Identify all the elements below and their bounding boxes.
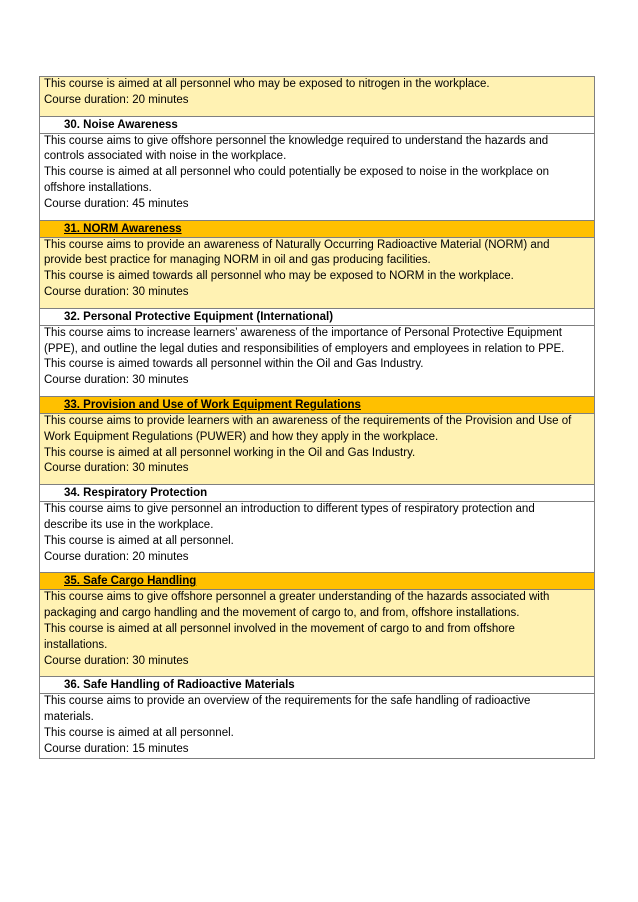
course-31-title: 31. NORM Awareness xyxy=(40,220,594,237)
course-line: This course is aimed at all personnel working in the Oil and Gas Industry. xyxy=(44,446,416,459)
course-line: This course aims to give personnel an introduction to different types of respiratory protection and xyxy=(44,503,535,516)
course-line: (PPE), and outline the legal duties and responsibilities of employers and employees in relation to PPE. xyxy=(44,342,565,355)
course-36-title: 36. Safe Handling of Radioactive Materials xyxy=(40,676,594,693)
course-table xyxy=(39,76,595,759)
spacer xyxy=(40,669,594,676)
course-line: materials. xyxy=(44,711,94,724)
course-line: Work Equipment Regulations (PUWER) and how they apply in the workplace. xyxy=(44,430,439,443)
course-35-body xyxy=(40,589,594,669)
course-29-line: This course is aimed at all personnel who may be exposed to nitrogen in the workplace. xyxy=(44,78,490,90)
course-duration: Course duration: 30 minutes xyxy=(44,285,189,298)
course-duration: Course duration: 30 minutes xyxy=(44,374,189,387)
course-line: This course is aimed towards all personnel within the Oil and Gas Industry. xyxy=(44,358,424,371)
course-line: offshore installations. xyxy=(44,181,152,194)
course-33-body xyxy=(40,413,594,477)
course-line: This course is aimed towards all personnel who may be exposed to NORM in the workplace. xyxy=(44,270,514,283)
course-line: This course is aimed at all personnel involved in the movement of cargo to and from offshore xyxy=(44,622,515,635)
spacer xyxy=(40,301,594,308)
spacer xyxy=(40,565,594,572)
course-line: installations. xyxy=(44,638,108,651)
course-line: controls associated with noise in the workplace. xyxy=(44,150,287,163)
course-line: This course aims to increase learners’ awareness of the importance of Personal Protective Equipment xyxy=(44,326,562,339)
spacer xyxy=(40,213,594,220)
course-duration: Course duration: 45 minutes xyxy=(44,197,189,210)
spacer xyxy=(40,109,594,116)
course-line: packaging and cargo handling and the movement of cargo to, and from, offshore installations. xyxy=(44,607,520,620)
course-line: This course aims to provide learners with an awareness of the requirements of the Provision and Use of xyxy=(44,414,572,427)
course-30-body xyxy=(40,133,594,213)
course-line: This course aims to provide an overview of the requirements for the safe handling of radioactive xyxy=(44,695,531,708)
course-line: provide best practice for managing NORM in oil and gas producing facilities. xyxy=(44,254,431,267)
spacer xyxy=(40,389,594,396)
course-33-title: 33. Provision and Use of Work Equipment Regulations xyxy=(40,396,594,413)
course-duration: Course duration: 15 minutes xyxy=(44,742,189,755)
course-34-body xyxy=(40,501,594,565)
course-duration: Course duration: 20 minutes xyxy=(44,550,189,563)
course-35-title: 35. Safe Cargo Handling xyxy=(40,572,594,589)
course-line: describe its use in the workplace. xyxy=(44,518,214,531)
course-line: This course aims to give offshore personnel a greater understanding of the hazards associated with xyxy=(44,591,550,604)
course-line: This course aims to give offshore personnel the knowledge required to understand the hazards and xyxy=(44,134,549,147)
course-30-title: 30. Noise Awareness xyxy=(40,116,594,133)
spacer xyxy=(40,477,594,484)
course-32-title: 32. Personal Protective Equipment (International) xyxy=(40,308,594,325)
course-line: This course is aimed at all personnel. xyxy=(44,534,234,547)
course-duration: Course duration: 30 minutes xyxy=(44,654,189,667)
course-line: This course aims to provide an awareness of Naturally Occurring Radioactive Material (NORM) and xyxy=(44,238,550,251)
course-31-body xyxy=(40,237,594,301)
course-29-body xyxy=(40,76,594,109)
course-32-body xyxy=(40,325,594,389)
course-line: This course is aimed at all personnel who could potentially be exposed to noise in the workplace on xyxy=(44,166,550,179)
course-36-body xyxy=(40,693,594,757)
course-29-duration: Course duration: 20 minutes xyxy=(44,93,189,106)
course-34-title: 34. Respiratory Protection xyxy=(40,484,594,501)
course-duration: Course duration: 30 minutes xyxy=(44,462,189,475)
course-line: This course is aimed at all personnel. xyxy=(44,726,234,739)
